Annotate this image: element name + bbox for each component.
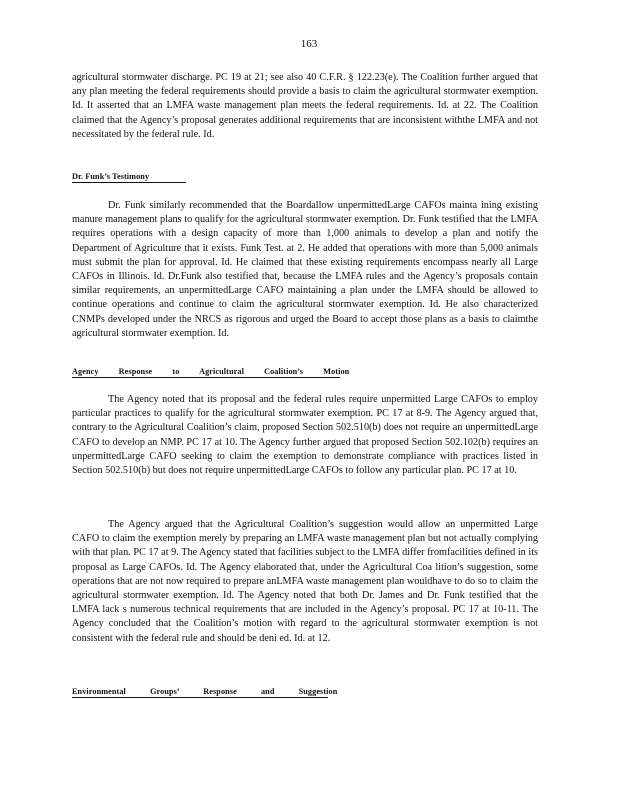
section-heading-environmental-groups: Environmental Groups’ Response and Suggestion <box>72 687 338 696</box>
paragraph-agency-1-text: The Agency noted that its proposal and the federal rules require unpermitted Large CAFOs to employ particular practices to qualify for the agricultural stormwater exemption. PC 17 at 8-9. The Agency argued that, contrary to the Agricultural Coalition’s claim, proposed Section 502.510(b) does not require an unpermittedLarge CAFO to develop an NMP. PC 17 at 10. The Agency further argued that proposed Section 502.102(b) requires an unpermittedLarge CAFO seeking to claim the exemption to demonstrate compliance with practices listed in Section 502.510(b) but does not require unpermittedLarge CAFOs to follow any particular plan. PC 17 at 10. <box>72 394 538 477</box>
paragraph-agency-1 <box>72 393 538 478</box>
paragraph-funk-text: Dr. Funk similarly recommended that the Boardallow unpermittedLarge CAFOs mainta ining existing manure management plans to qualify for the agricultural stormwater exemption. Dr. Funk testified that the LMFA requires operations with a design capacity of more than 1,000 animals to develop a plan and notify the Department of Agriculture that it exists. Funk Test. at 2. He added that operations with more than 5,000 animals must submit the plan for approval. Id. He claimed that these existing requirements encompass nearly all Large CAFOs in Illinois. Id. Dr.Funk also testified that, because the LMFA rules and the Agency’s proposals contain similar requirements, an unpermittedLarge CAFO maintaining a plan under the LMFA should be allowed to continue operations and continue to claim the agricultural stormwater exemption. Id. He also characterized CNMPs developed under the NRCS as rigorous and urged the Board to accept those plans as a basis to claimthe agricultural stormwater exemption. Id. <box>72 200 538 339</box>
paragraph-funk <box>72 199 538 341</box>
paragraph-agency-2-text: The Agency argued that the Agricultural Coalition’s suggestion would allow an unpermitted Large CAFO to claim the exemption merely by preparing an LMFA waste management plan but not actually complying with that plan. PC 17 at 9. The Agency stated that facilities subject to the LMFA differ fromfacilities defined in its proposal as Large CAFOs. Id. The Agency elaborated that, under the Agricultural Coa lition’s suggestion, some operations that are not now required to prepare anLMFA waste management plan wouldhave to do so to claim the agricultural stormwater exemption. Id. The Agency noted that both Dr. James and Dr. Funk testified that the LMFA lack s numerous technical requirements that are included in the Agency’s proposal. PC 17 at 10-11. The Agency concluded that the Coalition’s motion with regard to the agricultural stormwater exemption is not consistent with the federal rule and should be deni ed. Id. at 12. <box>72 519 538 644</box>
paragraph-intro <box>72 71 538 142</box>
paragraph-intro-text: agricultural stormwater discharge. PC 19 at 21; see also 40 C.F.R. § 122.23(e). The Coalition further argued that any plan meeting the federal requirements should provide a basis to claim the agricultural stormwater exemption. Id. It asserted that an LMFA waste management plan meets the federal requirements. Id. at 22. The Coalition claimed that the Agency’s proposal generates additional requirements that are inconsistent withthe LMFA and not necessitated by the federal rule. Id. <box>72 72 538 140</box>
section-heading-funk-testimony: Dr. Funk’s Testimony <box>72 172 186 183</box>
paragraph-agency-2 <box>72 518 538 646</box>
section-heading-agency-response: Agency Response to Agricultural Coalition’s Motion <box>72 367 350 376</box>
page-number: 163 <box>300 38 318 50</box>
